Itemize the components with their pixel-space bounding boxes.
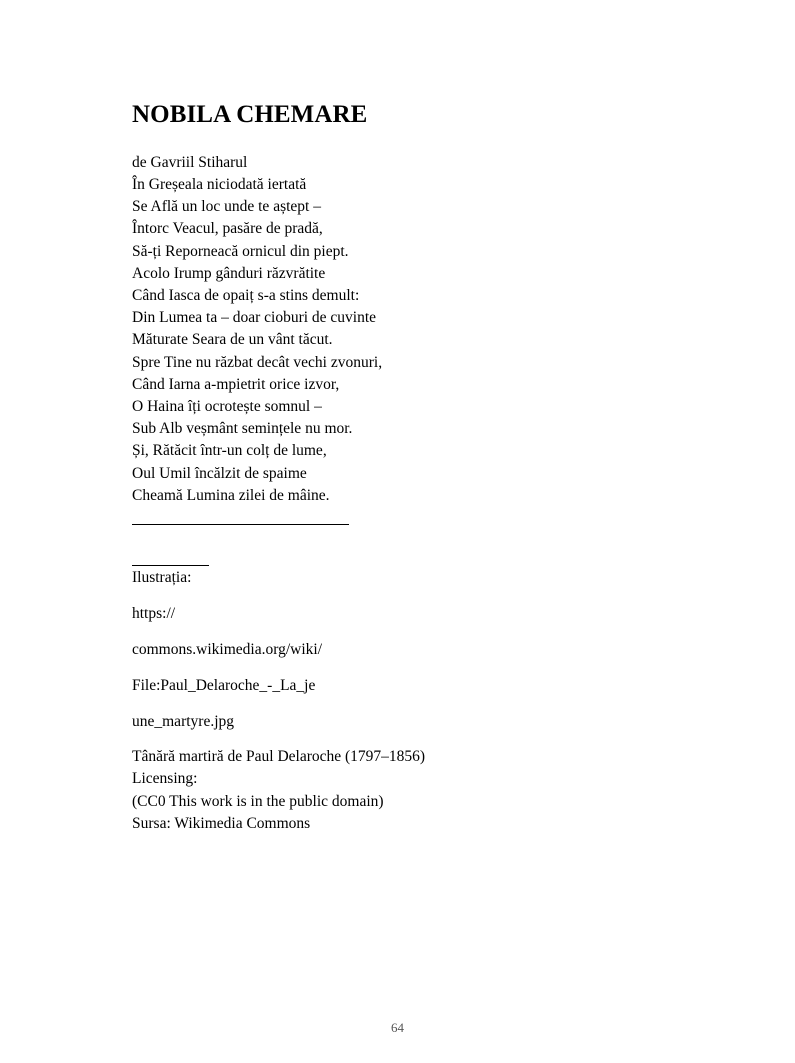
poem-line: Spre Tine nu răzbat decât vechi zvonuri, [132,353,383,371]
page-number: 64 [391,1020,404,1035]
illustration-notes [132,567,322,733]
footnote-divider [132,565,209,566]
note-line: une_martyre.jpg [132,713,235,730]
poem-line: Acolo Irump gânduri răzvrătite [132,264,326,282]
poem-line: Când Iarna a-mpietrit orice izvor, [132,375,340,393]
poem-line: Din Lumea ta – doar cioburi de cuvinte [132,309,377,327]
poem-line: Oul Umil încălzit de spaime [132,464,307,482]
note-line: File:Paul_Delaroche_-_La_je [132,677,316,694]
poem-line: Și, Rătăcit într-un colț de lume, [132,442,327,460]
poem-title: NOBILA CHEMARE [132,101,368,128]
note-line: Ilustrația: [132,569,192,586]
note-line: https:// [132,605,176,622]
credit-line: Tânără martiră de Paul Delaroche (1797–1856) [132,748,426,765]
poem-line: Se Află un loc unde te aștept – [132,198,321,216]
poem-line: O Haina îți ocrotește somnul – [132,398,322,416]
poem-line: Măturate Seara de un vânt tăcut. [132,331,333,349]
credit-line: Licensing: [132,770,198,788]
poem-line: Întorc Veacul, pasăre de pradă, [132,220,323,238]
section-divider [132,524,349,525]
author-line: de Gavriil Stiharul [132,154,248,171]
poem-body [132,174,382,507]
note-line: commons.wikimedia.org/wiki/ [132,641,323,658]
poem-line: În Greșeala niciodată iertată [132,176,307,193]
image-credit [132,746,425,835]
credit-line: (CC0 This work is in the public domain) [132,792,384,810]
poem-line: Să-ți Reporneacă ornicul din piept. [132,242,349,260]
credit-line: Sursa: Wikimedia Commons [132,814,311,832]
poem-line: Când Iasca de opaiț s-a stins demult: [132,287,360,305]
poem-line: Cheamă Lumina zilei de mâine. [132,486,330,504]
poem-line: Sub Alb veșmânt semințele nu mor. [132,420,353,438]
